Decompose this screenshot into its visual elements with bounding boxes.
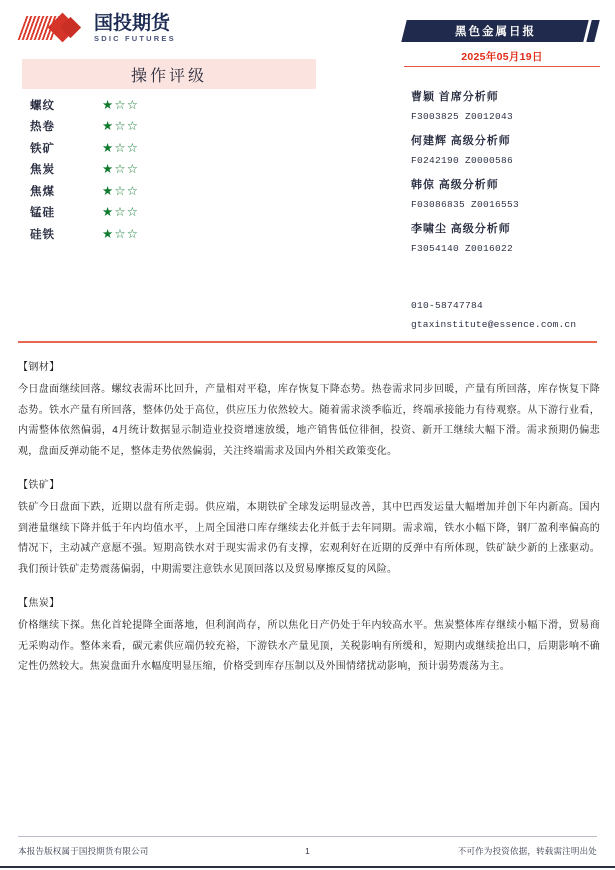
rating-stars: ★☆☆ — [102, 205, 140, 219]
analyst-name: 何建辉 高级分析师 — [411, 135, 511, 147]
rating-stars: ★☆☆ — [102, 183, 140, 198]
rating-stars: ★☆☆ — [102, 119, 140, 133]
analyst-code: F03086835 Z0016553 — [411, 199, 520, 210]
rating-item-name: 热卷 — [30, 121, 55, 134]
rating-list — [30, 94, 320, 245]
rating-row — [30, 137, 320, 159]
rating-panel-title — [22, 59, 316, 89]
report-header — [0, 0, 615, 340]
analyst-name: 李啸尘 高级分析师 — [411, 223, 511, 235]
section-title: 【铁矿】 — [18, 480, 60, 491]
footer-bottom-rule — [0, 866, 615, 868]
report-content — [18, 358, 600, 692]
analyst-list — [411, 88, 611, 264]
contact-phone: 010-58747784 — [411, 300, 484, 311]
analyst-code: F3054140 Z0016022 — [411, 243, 514, 254]
report-date-divider — [404, 66, 600, 67]
rating-stars: ★☆☆ — [102, 162, 140, 176]
report-section — [18, 594, 600, 678]
company-logo — [22, 14, 176, 43]
rating-item-name: 焦煤 — [30, 185, 55, 198]
footer-divider — [18, 836, 597, 837]
logo-name-cn: 国投期货 — [94, 13, 171, 34]
rating-row — [30, 202, 320, 224]
report-banner-tail — [586, 20, 599, 42]
report-banner — [401, 20, 588, 42]
footer-disclaimer: 不可作为投资依据，转载需注明出处 — [457, 846, 597, 856]
rating-item-name: 硅铁 — [30, 228, 55, 241]
section-title: 【钢材】 — [18, 362, 60, 373]
rating-item-name: 铁矿 — [30, 142, 55, 155]
analyst-code: F0242190 Z0000586 — [411, 155, 514, 166]
logo-wordmark — [94, 14, 176, 43]
section-body: 价格继续下探。焦化首轮提降全面落地，但利润尚存，所以焦化日产仍处于年内较高水平。焦炭整体库存继续小幅下滑，贸易商无采购动作。整体来看，碳元素供应端仍较充裕，下游铁水产量见顶，关税影响有所缓和，短期内或继续抢出口，后期影响不确定性仍然较大。焦炭盘面升水幅度明显压缩，价格受到库存压制以及外围情绪扰动影响，预计弱势震荡为主。 — [18, 620, 600, 672]
rating-row — [30, 94, 320, 116]
rating-row — [30, 159, 320, 181]
logo-diamond-icon — [22, 14, 88, 42]
rating-panel-title-text: 操作评级 — [130, 67, 207, 85]
rating-row — [30, 116, 320, 138]
rating-row — [30, 223, 320, 245]
report-section — [18, 476, 600, 580]
section-body: 今日盘面继续回落。螺纹表需环比回升，产量相对平稳，库存恢复下降态势。热卷需求同步回暖，产量有所回落，库存恢复下降态势。铁水产量有所回落，整体仍处于高位，供应压力依然较大。随着需求淡季临近，终端承接能力有待观察。从下游行业看，内需整体依然偏弱，4月统计数据显示制造业投资增速放缓，地产销售低位徘徊，投资、新开工继续大幅下滑。需求预期仍偏悲观，盘面反弹动能不足，整体走势依然偏弱，关注终端需求及国内外相关政策变化。 — [18, 384, 600, 457]
rating-row — [30, 180, 320, 202]
analyst-name: 韩倞 高级分析师 — [411, 179, 499, 191]
rating-stars: ★☆☆ — [102, 140, 140, 155]
rating-item-name: 螺纹 — [30, 99, 55, 112]
footer-copyright: 本报告版权属于国投期货有限公司 — [18, 846, 149, 856]
contact-block — [411, 300, 611, 330]
report-footer — [18, 845, 597, 857]
logo-name-en: SDIC FUTURES — [94, 34, 176, 43]
analyst-name: 曹颖 首席分析师 — [411, 91, 499, 103]
report-date: 2025年05月19日 — [461, 51, 543, 63]
rating-item-name: 焦炭 — [30, 164, 55, 177]
footer-page-number: 1 — [305, 846, 310, 856]
section-title: 【焦炭】 — [18, 598, 60, 609]
report-section — [18, 358, 600, 462]
report-banner-title: 黑色金属日报 — [454, 26, 536, 38]
section-body: 铁矿今日盘面下跌，近期以盘有所走弱。供应端，本期铁矿全球发运明显改善，其中巴西发运量大幅增加并创下年内新高。国内到港量继续下降并低于年内均值水平，上周全国港口库存继续去化并低于去年同期。需求端，铁水小幅下降，钢厂盈利率偏高的情况下，主动减产意愿不强。短期高铁水对于现实需求仍有支撑，宏观利好在近期的反弹中有所体现，铁矿缺少新的上涨驱动。我们预计铁矿走势震荡偏弱，中期需要注意铁水见顶回落以及贸易摩擦反复的风险。 — [18, 502, 600, 575]
rating-item-name: 锰硅 — [30, 207, 55, 220]
rating-stars: ★☆☆ — [102, 226, 140, 241]
analyst-code: F3003825 Z0012043 — [411, 111, 514, 122]
header-divider — [18, 341, 597, 343]
rating-stars: ★☆☆ — [102, 97, 140, 112]
contact-email[interactable]: gtaxinstitute@essence.com.cn — [411, 319, 577, 330]
